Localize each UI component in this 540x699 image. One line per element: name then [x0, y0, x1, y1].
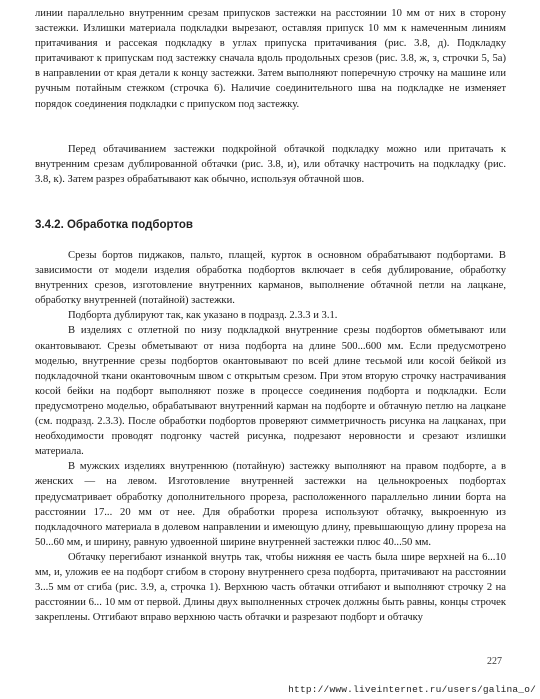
- text-block-top: [35, 6, 506, 112]
- text-block-main: [35, 248, 506, 625]
- paragraph: В мужских изделиях внутреннюю (потайную) застежку выполняют на правом подборте, а в женских — на левом. Изготовление внутренней застежки на цельнокроеных подбортах предусматривает обработку дополнительного прореза, расположенного параллельно линии борта на расстоянии 17... 20 мм от нее. Для обработки прореза используют обтачку, выкроенную из подкладочного материала в долевом направлении и имеющую длину, превышающую длину прореза на 50...60 мм, и ширину, равную удвоенной ширине внутренней застежки плюс 40...50 мм.: [35, 461, 506, 548]
- paragraph: Обтачку перегибают изнанкой внутрь так, чтобы нижняя ее часть была шире верхней на 6...10 мм, и, уложив ее на подборт сгибом в сторону внутреннего среза подборта, притачивают на расстоянии 3...5 мм от сгиба (рис. 3.9, а, строчка 1). Верхнюю часть обтачки отгибают и выполняют строчку 2 на расстоянии 6... 10 мм от первой. Длины двух выполненных строчек должны быть равны, концы строчек закреплены. Отгибают вправо верхнюю часть обтачки и разрезают подборт и обтачку: [35, 551, 506, 624]
- section-heading: 3.4.2. Обработка подбортов: [35, 219, 193, 231]
- page-number: 227: [487, 656, 502, 667]
- paragraph: Перед обтачиванием застежки подкройной обтачкой подкладку можно или притачать к внутренним срезам дублированной обтачки (рис. 3.8, и), или обтачку настрочить на подкладку (рис. 3.8, к). Затем разрез обрабатывают как обычно, используя обтачной шов.: [35, 144, 506, 186]
- paragraph: В изделиях с отлетной по низу подкладкой внутренние срезы подбортов обметывают или окантовывают. Срезы обметывают от низа подборта на длине 500...600 мм. Если предусмотрено моделью, внутренние срезы подбортов окантовывают по всей длине тесьмой или косой бейкой из подкладочной ткани окантовочным швом с открытым срезом. При этом вторую строчку настрачивания косой бейки на подборт выполняют позже в процессе соединения подборта и подкладки. Если предусмотрено моделью, обрабатывают внутренний карман на подборте и обтачную петлю на лацкане (см. подразд. 2.3.3). После обработки подбортов проверяют симметричность рисунка на лацканах, при необходимости проводят подгонку частей рисунка, подрезают неровности и срезают излишки материала.: [35, 325, 506, 458]
- paragraph: Срезы бортов пиджаков, пальто, плащей, курток в основном обрабатывают подбортами. В зависимости от модели изделия обработка подбортов включает в себя дублирование, обработку внутренних срезов, изготовление внутренних карманов, выполнение обтачной петли на лацкане, обработку внутренней (потайной) застежки.: [35, 250, 506, 307]
- watermark-url: http://www.liveinternet.ru/users/galina_o/: [288, 684, 536, 695]
- text-block-lining: [35, 142, 506, 187]
- paragraph-continued: линии параллельно внутренним срезам припусков застежки на расстоянии 10 мм от них в сторону застежки. Излишки материала подкладки вырезают, оставляя припуск 10 мм к намеченным линиям притачивания и рассекая подкладку в углах припуска притачивания (рис. 3.8, д). Подкладку притачивают к припускам под застежку сначала вдоль продольных срезов (рис. 3.8, ж, з, строчки 5, 5а) в направлении от края детали к концу застежки. Затем выполняют поперечную строчку на машине или ручным потайным стежком (строчка 6). Наличие соединительного шва на подкладке не изменяет порядок соединения подкладки с припуском под застежку.: [35, 8, 506, 110]
- paragraph: Подборта дублируют так, как указано в подразд. 2.3.3 и 3.1.: [68, 310, 338, 322]
